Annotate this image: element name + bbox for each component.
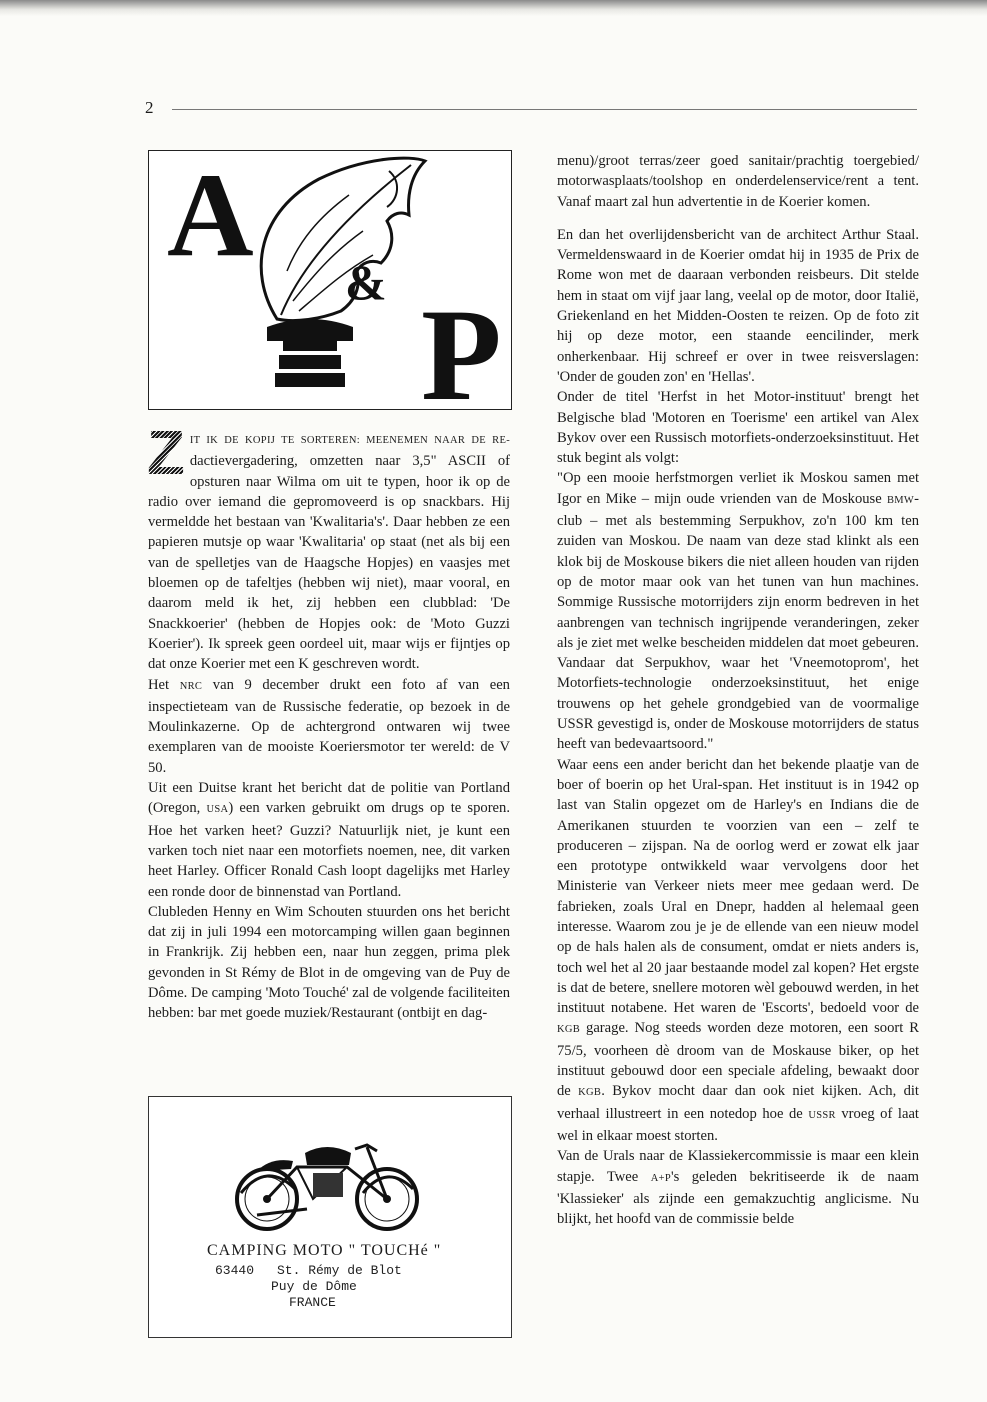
smallcaps-lead: IT IK DE KOPIJ TE SORTEREN: MEENEMEN NAAR DE RE-	[189, 435, 510, 446]
right-column	[557, 151, 919, 1229]
abbreviation: USSR	[808, 1109, 836, 1121]
abbreviation: KGB	[578, 1087, 602, 1099]
abbreviation: BMW	[886, 494, 915, 506]
paragraph	[557, 755, 919, 1147]
paragraph: menu)/groot terras/zeer goed sanitair/prachtig toergebied/ motorwasplaats/toolshop en onderdelenservice/rent a tent. Vanaf maart zal hun advertentie in de Koerier komen.	[557, 153, 919, 210]
paragraph: Onder de titel 'Herfst in het Motor-instituut' brengt het Belgische blad 'Motoren en Toerisme' een artikel van Alex Bykov over een Russisch motorfiets-onderzoeksinstituut. Het stuk begint als volgt:	[557, 389, 919, 467]
ad-place: Puy de Dôme	[271, 1279, 357, 1294]
paragraph	[557, 468, 919, 754]
left-column	[147, 419, 510, 1024]
logo-letter-p: P	[421, 281, 502, 410]
paragraph	[147, 419, 510, 675]
page-number: 2	[145, 98, 154, 117]
camping-advertisement	[148, 1096, 512, 1338]
inkwell-icon	[267, 319, 353, 387]
quill-feather-icon	[261, 158, 425, 320]
abbreviation: A+P	[650, 1172, 671, 1184]
paragraph: Clubleden Henny en Wim Schouten stuurden ons het bericht dat zij in juli 1994 een motorcamping willen gaan beginnen in Frankrijk. Zij hebben een, naar hun zeggen, prima plek gevonden in St Rémy de Blot in de omgeving van de Puy de Dôme. De camping 'Moto Touché' zal de volgende faciliteiten hebben: bar met goede muziek/Restaurant (ontbijt en dag-	[148, 903, 510, 1022]
paragraph-text: dactievergadering, omzetten naar 3,5" ASCII of opsturen naar Wilma om uit te typen, hoor ik op de radio over iemand die gepromoveerd is op snackbars. Hij vermeldde het bestaan van 'Kwalitaria's'. Daar hebben ze een papieren mutsje op waar 'Kwalitaria' op staat (net als bij een van de spelletjes van de Haagsche Hopjes) en vaasjes met bloemen op de tafeltjes (hebben wij niet), maar vooral, en daarom meld ik het, zij hebben een clubblad: 'De Snackkoerier' (hebben de Hopjes ook: de 'Moto Guzzi Koerier'). Ik spreek geen oordeel uit, maar wijs er fijntjes op dat onze Koerier met een K geschreven wordt.	[148, 453, 510, 673]
scan-edge	[0, 0, 987, 16]
header-rule	[172, 109, 917, 110]
paragraph-text: . Bykov mocht daar dan ook niet kijken. Ach, dit verhaal illustreert in een notedop hoe de	[557, 1083, 919, 1122]
paragraph-gap	[557, 212, 919, 225]
paragraph-text: "Op een mooie herfstmorgen verliet ik Moskou samen met Igor en Mike – mijn oude vrienden van de Moskouse	[557, 470, 919, 507]
paragraph-text: Het	[148, 676, 180, 693]
ad-country: FRANCE	[289, 1295, 336, 1310]
motorcycle-icon	[227, 1123, 427, 1235]
paragraph	[148, 675, 510, 778]
ad-street: St. Rémy de Blot	[277, 1263, 402, 1278]
paragraph-text: Waar eens een ander bericht dan het bekende plaatje van de boer of boerin op het Ural-span. Het instituut is in 1942 op last van Stalin opgezet om de Harley's en Indians die de Amerikanen stuurden te voorzien van een – zelf te produceren – zijspan. Na de oorlog werd er zowat elk jaar een prototype ontwikkeld waar vervolgens door het Ministerie van Verkeer niets meer mee gedaan werd. De fabrieken, zoals Ural en Dnepr, hadden al helemaal geen interesse. Waarom zou je je de ellende van een nieuw model op de hals halen als de consument, omdat er niets anders is, toch wel het al 20 jaar bestaande model zal kopen? Het ergste is dat de betere, snellere motoren wèl gebouwd werden, in het instituut notabene. Het waren de 'Escorts', bedoeld voor de	[557, 756, 919, 1017]
paragraph-text: vroeg of laat wel in elkaar moest storten.	[557, 1105, 919, 1144]
abbreviation: NRC	[179, 680, 203, 692]
paragraph-text: Van de Urals naar de Klassiekercommissie is maar een klein stapje. Twee	[557, 1148, 919, 1185]
paragraph-text: -club – met als bestemming Serpukhov, zo'n 100 km ten zuiden van Moskou. De naam van deze stad klinkt als een klok bij de Moskouse bikers die niet alleen houden van rijden op de motor maar ook van het tunen van hun machines. Sommige Russische motorrijders zijn enorm bedreven in het aanbrengen van technisch ingrijpende veranderingen, zeker als je ziet met welke bescheiden middelen dat moet gebeuren. Vandaar dat Serpukhov, waar het 'Vneemotoprom', het Motorfiets-technologie onderzoeksinstituut, het enige trouwens op het gehele grondgebied van de voormalige USSR gevestigd is, onder de Moskouse motorrijders de status heeft van bedevaartsoord."	[557, 490, 919, 753]
abbreviation: USA	[206, 804, 229, 816]
logo-letter-a: A	[167, 150, 254, 281]
ad-title: CAMPING MOTO " TOUCHé "	[207, 1242, 442, 1259]
paragraph	[557, 1146, 919, 1229]
paragraph-text: garage. Nog steeds worden deze motoren, een soort R 75/5, voorheen dè droom van de Moskause biker, op het instituut gebouwd door een speciale afdeling, bewaakt door de	[557, 1020, 919, 1100]
ap-logo	[148, 150, 512, 410]
ad-postcode: 63440	[215, 1263, 255, 1278]
logo-ampersand: &	[345, 254, 387, 310]
paragraph: En dan het overlijdensbericht van de architect Arthur Staal. Vermeldenswaard in de Koerier omdat hij in 1935 de Prix de Rome won met de daaraan verbonden reisbeurs. Dit stelde hem in staat om vijf jaar lang, veelal op de motor, door Italië, Griekenland en het Midden-Oosten te reizen. Op de foto zit hij op deze motor, een staande eencilinder, merk onherkenbaar. Hij schreef er over in twee reisverslagen: 'Onder de gouden zon' en 'Hellas'.	[557, 226, 919, 385]
paragraph	[148, 778, 510, 902]
abbreviation: KGB	[557, 1024, 581, 1036]
paragraph-text: van 9 december drukt een foto af van een inspectieteam van de Russische federatie, op bezoek in de Moulinkazerne. Op de achtergrond ontwaren wij twee exemplaren van de mooiste Koeriersmotor ter wereld: de V 50.	[148, 676, 510, 776]
paragraph-text: ) een varken gebruikt om drugs op te sporen. Hoe het varken heet? Guzzi? Natuurlijk niet, je kunt een varken toch niet naar een motorfiets noemen, nee, dit varken heet Harley. Officer Ronald Cash loopt dagelijks met Harley een ronde door de binnenstad van Portland.	[148, 800, 510, 900]
paragraph-text: 's geleden bekritiseerde ik de naam 'Klassieker' als zijnde een gemakzuchtig anglicisme. Nu blijkt, het hoofd van de commissie belde	[557, 1168, 919, 1228]
paragraph-text: Uit een Duitse krant het bericht dat de politie van Portland (Oregon,	[148, 780, 510, 817]
dropcap: Z	[147, 419, 185, 488]
